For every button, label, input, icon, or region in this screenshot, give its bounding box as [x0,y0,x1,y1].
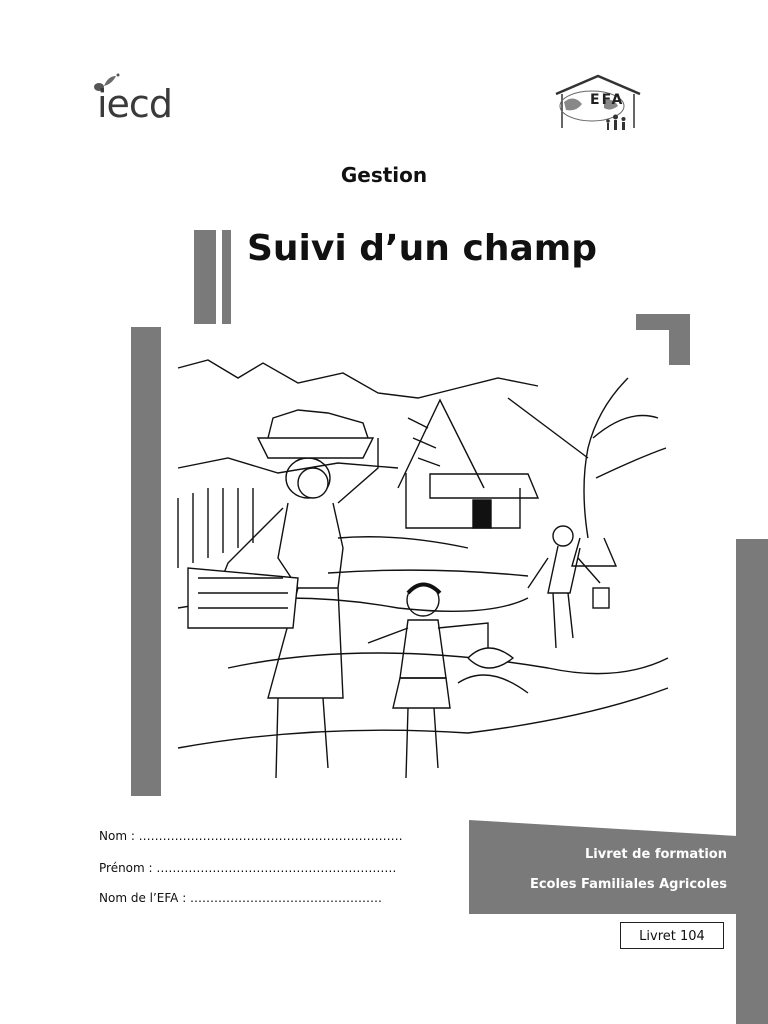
efa-logo [552,72,644,134]
name-field-line: Nom : ………………………………………………………… [99,829,403,843]
iecd-logo [92,72,184,128]
subject-heading: Gestion [340,163,428,187]
training-banner [469,820,737,914]
firstname-field-line: Prénom : …………………………………………………… [99,861,397,875]
banner-line-2: Ecoles Familiales Agricoles [529,877,727,892]
illustration [168,338,676,808]
efa-name-field-line: Nom de l’EFA : ………………………………………… [99,891,383,905]
title-bar-right [222,230,231,324]
left-vertical-bar [131,327,161,796]
title-bar-left [194,230,216,324]
efa-logo-text: EFA [590,92,625,108]
iecd-logo-text: iecd [97,82,172,126]
banner-shape [469,820,737,914]
farm-family-illustration [168,338,676,808]
booklet-number-box: Livret 104 [620,922,724,949]
page-title: Suivi d’un champ [247,228,598,269]
right-vertical-bar [736,539,768,1024]
banner-line-1: Livret de formation [584,847,727,862]
